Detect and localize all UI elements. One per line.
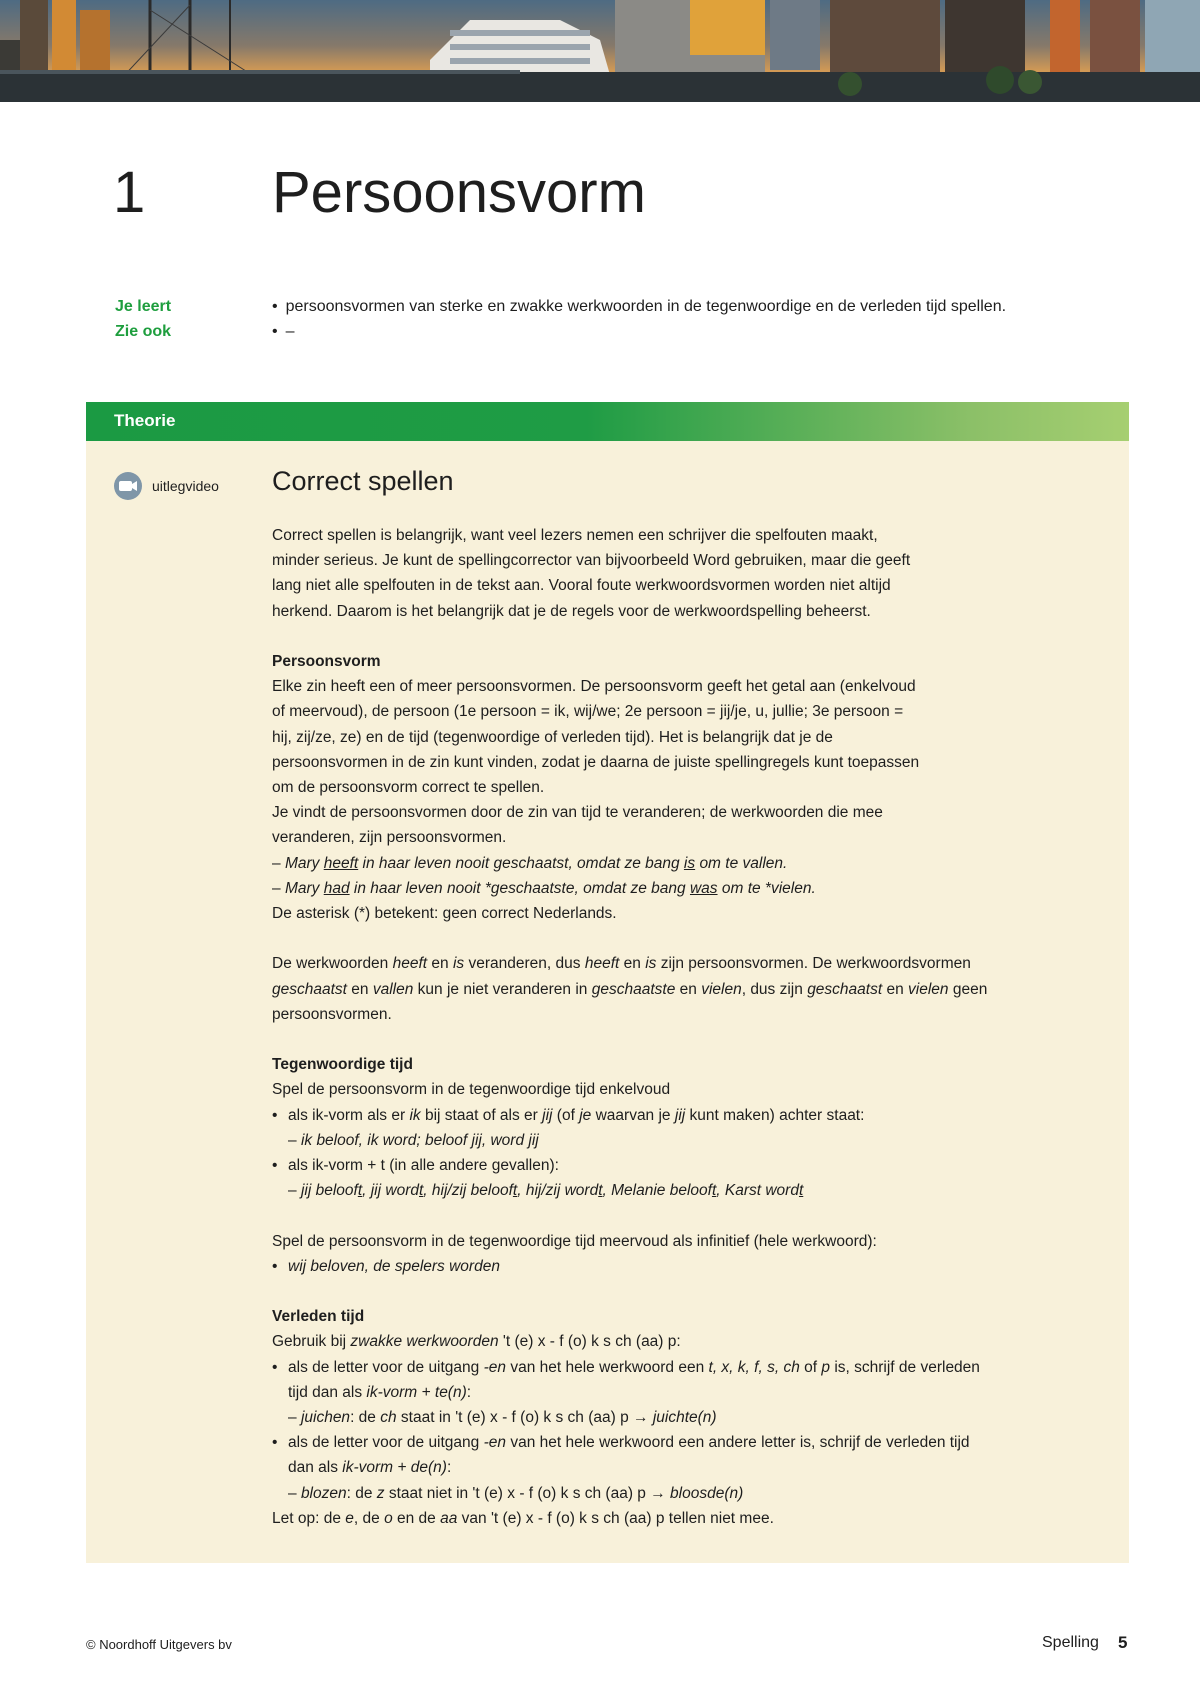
video-camera-icon: [113, 471, 143, 501]
tt-example-ik-vorm-t: – jij belooft, jij wordt, hij/zij belooft, hij/zij wordt, Melanie belooft, Karst wordt: [288, 1182, 804, 1200]
zie-ook-value: [272, 323, 295, 341]
meervoud-example: • wij beloven, de spelers worden: [272, 1254, 992, 1279]
footer-section-name: Spelling: [1042, 1634, 1099, 1651]
persoonsvorm-line: of meervoud), de persoon (1e persoon = ik, wij/we; 2e persoon = jij/je, u, jullie; 3e persoon =: [272, 703, 904, 721]
vt-example-juichen: – juichen: de ch staat in 't (e) x - f (o) k s ch (aa) p → juichte(n): [288, 1409, 717, 1427]
uitlegvideo-link[interactable]: [113, 471, 219, 501]
verleden-tijd-intro: Gebruik bij zwakke werkwoorden 't (e) x - f (o) k s ch (aa) p:: [272, 1333, 681, 1351]
bullet: •: [272, 323, 278, 340]
je-leert-text: persoonsvormen van sterke en zwakke werkwoorden in de tegenwoordige en de verleden tijd spellen.: [285, 298, 1007, 315]
theory-bar: [86, 402, 1129, 441]
chapter-title: Persoonsvorm: [272, 160, 646, 225]
persoonsvorm-line: hij, zij/ze, ze) en de tijd (tegenwoordige of verleden tijd). Het is belangrijk dat je de: [272, 728, 833, 746]
tt-bullet-ik-vorm: • als ik-vorm als er ik bij staat of als er jij (of je waarvan je jij kunt maken) achter staat:: [272, 1103, 992, 1128]
chapter-number: 1: [113, 160, 146, 225]
intro-line: Correct spellen is belangrijk, want veel lezers nemen een schrijver die spelfouten maakt,: [272, 527, 878, 544]
tegenwoordige-tijd-intro: Spel de persoonsvorm in de tegenwoordige tijd enkelvoud: [272, 1081, 671, 1099]
tt-example-ik-vorm: – ik beloof, ik word; beloof jij, word jij: [288, 1131, 539, 1149]
persoonsvorm-heading: Persoonsvorm: [272, 653, 381, 670]
vt-bullet-te: • als de letter voor de uitgang -en van het hele werkwoord een t, x, k, f, s, ch of p is, schrijf de verleden tijd dan als ik-vorm + te(n):: [272, 1355, 992, 1405]
persoonsvorm-line: om de persoonsvorm correct te spellen.: [272, 779, 545, 797]
tt-bullet-ik-vorm-t: • als ik-vorm + t (in alle andere gevallen):: [272, 1153, 992, 1178]
bullet: •: [272, 298, 278, 315]
intro-line: lang niet alle spelfouten in de tekst aan. Vooral foute werkwoordsvormen worden niet altijd: [272, 577, 891, 595]
theory-bar-label: Theorie: [114, 411, 176, 430]
uitlegvideo-label: uitlegvideo: [152, 478, 219, 494]
tegenwoordige-tijd-heading: Tegenwoordige tijd: [272, 1056, 413, 1074]
footer-page-number: 5: [1118, 1633, 1128, 1652]
zie-ook-text: –: [285, 323, 295, 340]
theory-panel: [86, 441, 1129, 1563]
zie-ook-label: Zie ook: [115, 323, 172, 340]
verleden-tijd-heading: Verleden tijd: [272, 1308, 365, 1326]
je-leert-value: [272, 298, 1006, 316]
explanation-paragraph: De werkwoorden heeft en is veranderen, dus heeft en is zijn persoonsvormen. De werkwoordsvormen geschaatst en vallen kun je niet veranderen in geschaatste en vielen, dus zijn geschaatst en vielen geen persoonsvormen.: [272, 955, 988, 1023]
let-op-note: Let op: de e, de o en de aa van 't (e) x - f (o) k s ch (aa) p tellen niet mee.: [272, 1509, 774, 1527]
asterisk-note: De asterisk (*) betekent: geen correct Nederlands.: [272, 905, 617, 923]
example-sentence-2: – Mary had in haar leven nooit *geschaatste, omdat ze bang was om te *vielen.: [272, 879, 816, 897]
persoonsvorm-line: veranderen, zijn persoonsvormen.: [272, 829, 507, 847]
je-leert-label: Je leert: [115, 298, 172, 315]
footer-copyright: © Noordhoff Uitgevers bv: [86, 1637, 232, 1652]
persoonsvorm-line: Elke zin heeft een of meer persoonsvormen. De persoonsvorm geeft het getal aan (enkelvoud: [272, 678, 916, 696]
intro-line: minder serieus. Je kunt de spellingcorrector van bijvoorbeeld Word gebruiken, maar die geeft: [272, 552, 911, 570]
persoonsvorm-line: persoonsvormen in de zin kunt vinden, zodat je daarna de juiste spellingregels kunt toepassen: [272, 753, 920, 771]
meervoud-rule: Spel de persoonsvorm in de tegenwoordige tijd meervoud als infinitief (hele werkwoord):: [272, 1232, 877, 1250]
example-sentence-1: – Mary heeft in haar leven nooit geschaatst, omdat ze bang is om te vallen.: [272, 854, 788, 872]
vt-example-blozen: – blozen: de z staat niet in 't (e) x - f (o) k s ch (aa) p → bloosde(n): [288, 1484, 744, 1502]
intro-line: herkend. Daarom is het belangrijk dat je de regels voor de werkwoordspelling beheerst.: [272, 602, 871, 620]
persoonsvorm-line: Je vindt de persoonsvormen door de zin van tijd te veranderen; de werkwoorden die mee: [272, 804, 883, 822]
theory-content: [272, 461, 992, 1531]
harbor-skyline-illustration: [0, 0, 1200, 102]
section-title: Correct spellen: [272, 466, 454, 496]
vt-bullet-de: • als de letter voor de uitgang -en van het hele werkwoord een andere letter is, schrijf de verleden tijd dan als ik-vorm + de(n):: [272, 1430, 992, 1480]
header-banner-image: [0, 0, 1200, 102]
